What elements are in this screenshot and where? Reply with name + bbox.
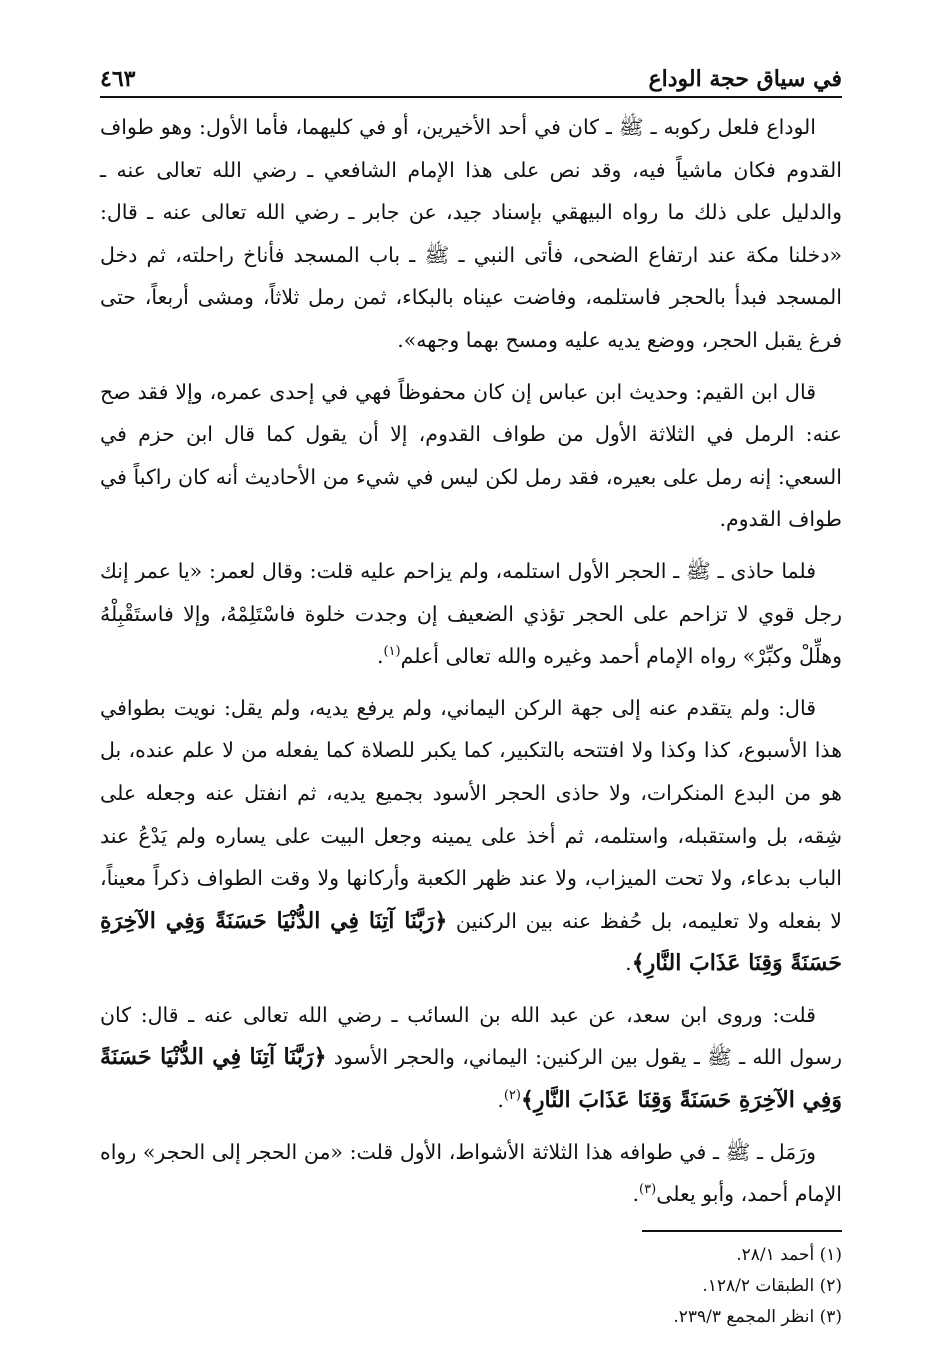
paragraph-6 <box>100 1131 842 1216</box>
footnotes <box>100 1240 842 1333</box>
footnote-ref[interactable]: (١) <box>383 644 401 660</box>
paragraph-text: فلما حاذى ـ ﷺ ـ الحجر الأول استلمه، ولم يزاحم عليه قلت: وقال لعمر: «يا عمر إنك رجل قوي لا تزاحم على الحجر تؤذي الضعيف إن وجدت خلوة فاسْتَلِمْهُ، وإلا فاستَقْبِلْهُ وهلِّلْ وكبِّرْ» رواه الإمام أحمد وغيره والله تعالى أعلم <box>100 558 842 669</box>
paragraph-text: الوداع فلعل ركوبه ـ ﷺ ـ كان في أحد الأخيرين، أو في كليهما، فأما الأول: وهو طواف القدوم فكان ماشياً فيه، وقد نص على هذا الإمام الشافعي ـ رضي الله تعالى عنه ـ والدليل على ذلك ما رواه البيهقي بإسناد جيد، عن جابر ـ رضي الله تعالى عنه ـ قال: «دخلنا مكة عند ارتفاع الضحى، فأتى النبي ـ ﷺ ـ باب المسجد فأناخ راحلته، ثم دخل المسجد فبدأ بالحجر فاستلمه، وفاضت عيناه بالبكاء، ثمن رمل ثلاثاً، ومشى أربعاً، حتى فرغ يقبل الحجر، ووضع يديه عليه ومسح بهما وجهه». <box>100 115 842 352</box>
footnote-ref[interactable]: (٢) <box>503 1088 521 1104</box>
book-page <box>100 52 842 1332</box>
paragraph-1 <box>100 106 842 362</box>
paragraph-text: ورَمَل ـ ﷺ ـ في طوافه هذا الثلاثة الأشواط، الأول قلت: «من الحجر إلى الحجر» رواه الإمام أحمد، وأبو يعلى <box>100 1139 842 1207</box>
paragraph-5 <box>100 994 842 1122</box>
header-rule <box>100 96 842 98</box>
paragraph-text: قلت: وروى ابن سعد، عن عبد الله بن السائب ـ رضي الله تعالى عنه ـ قال: كان رسول الله ـ ﷺ ـ يقول بين الركنين: اليماني، والحجر الأسود <box>100 1002 842 1070</box>
paragraph-tail: . <box>625 951 632 976</box>
paragraph-tail: . <box>376 644 384 669</box>
footnote-ref[interactable]: (٣) <box>639 1182 657 1198</box>
paragraph-tail: . <box>497 1088 504 1113</box>
paragraph-4 <box>100 687 842 985</box>
paragraph-tail: . <box>632 1182 640 1207</box>
running-title: في سياق حجة الوداع <box>648 66 842 92</box>
paragraph-text: قال ابن القيم: وحديث ابن عباس إن كان محفوظاً فهي في إحدى عمره، وإلا فقد صح عنه: الرمل في الثلاثة الأول من طواف القدوم، إلا أن يقول كما قال ابن حزم في السعي: إنه رمل على بعيره، فقد رمل لكن ليس في شيء من الأحاديث أنه كان راكباً في طواف القدوم. <box>100 379 842 532</box>
page-header <box>100 52 842 96</box>
paragraph-2 <box>100 371 842 541</box>
paragraph-text: قال: ولم يتقدم عنه إلى جهة الركن اليماني، ولم يرفع يديه، ولم يقل: نويت بطوافي هذا الأسبوع، كذا وكذا ولا افتتحه بالتكبير، كما يكبر للصلاة كما يفعله من لا علم عنده، بل هو من البدع المنكرات، ولا حاذى الحجر الأسود بجميع يديه، ثم انفتل عنه وجعله على شِقه، بل واستقبله، واستلمه، ثم أخذ على يمينه وجعل البيت على يساره ولم يَدْعُ عند الباب بدعاء، ولا تحت الميزاب، ولا عند ظهر الكعبة وأركانها ولا وقت الطواف ذكراً معيناً، لا بفعله ولا تعليمه، بل حُفظ عنه بين الركنين <box>100 695 842 933</box>
page-number: ٤٦٣ <box>100 66 136 92</box>
footnote-rule <box>642 1230 842 1232</box>
footnote-3: (٣) انظر المجمع ٢٣٩/٣. <box>673 1306 842 1327</box>
quran-verse: ﴿رَبَّنَا آتِنَا فِي الدُّنْيَا حَسَنَةً وَفِي الآخِرَةِ حَسَنَةً وَقِنَا عَذَابَ النَّارِ﴾ <box>100 1044 842 1114</box>
footnote-2: (٢) الطبقات ١٢٨/٢. <box>702 1275 842 1296</box>
quran-verse: ﴿رَبَّنَا آتِنَا فِي الدُّنْيَا حَسَنَةً وَفِي الآخِرَةِ حَسَنَةً وَقِنَا عَذَابَ النَّارِ﴾ <box>100 907 842 977</box>
main-text <box>100 106 842 1216</box>
paragraph-3 <box>100 550 842 678</box>
footnote-1: (١) أحمد ٢٨/١. <box>736 1244 842 1265</box>
